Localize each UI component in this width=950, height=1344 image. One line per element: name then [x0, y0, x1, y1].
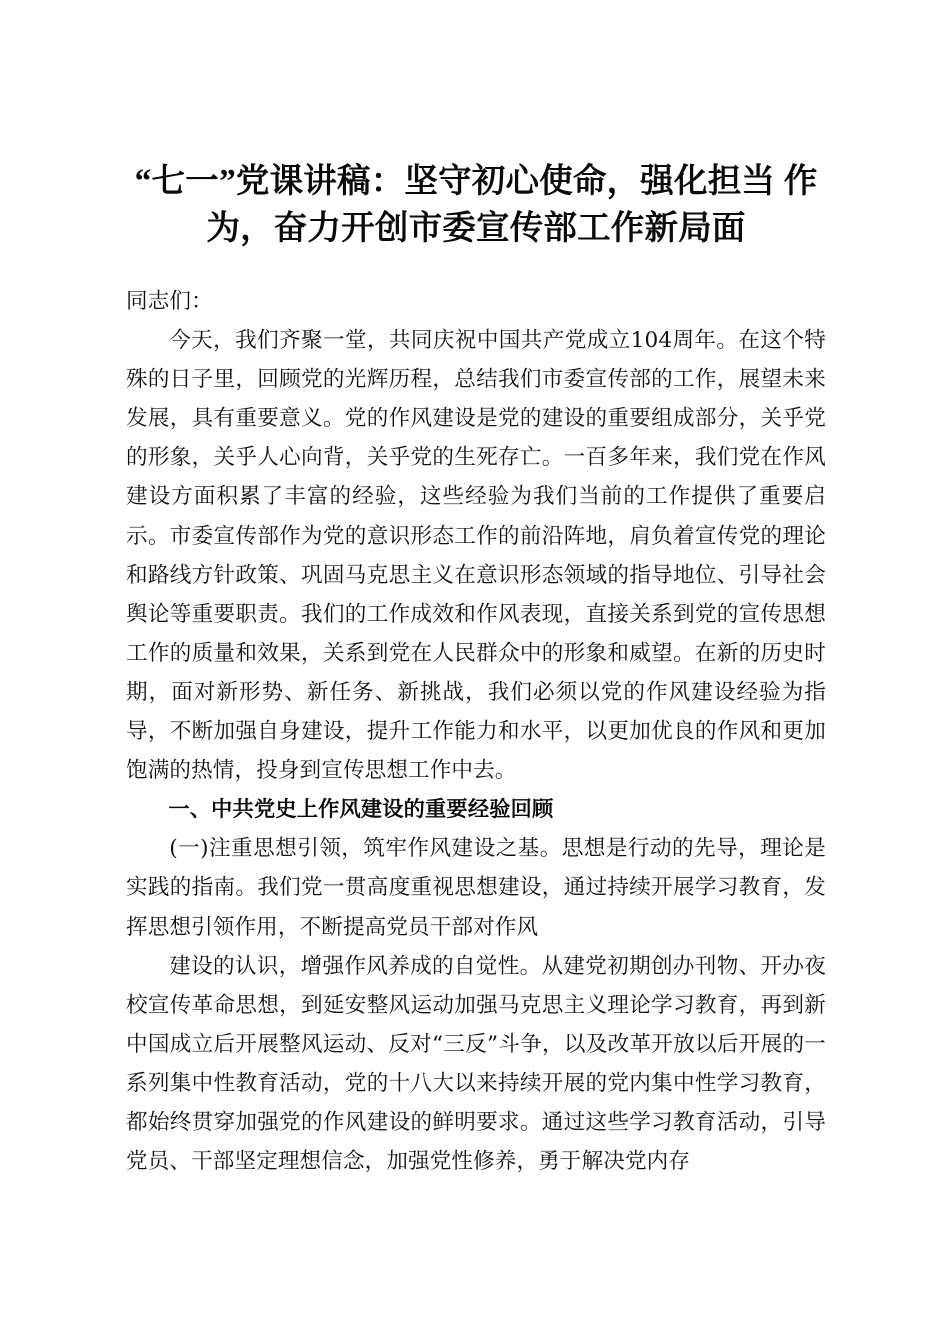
salutation: 同志们：: [126, 289, 213, 314]
paragraph-sub-1-1-continued: 建设的认识，增强作风养成的自觉性。从建党初期创办刊物、开办夜校宣传革命思想，到延安整风运动加强马克思主义理论学习教育，再到新中国成立后开展整风运动、反对“三反”斗争，以及改革开放以后开展的一系列集中性教育活动，党的十八大以来持续开展的党内集中性学习教育，都始终贯穿加强党的作风建设的鲜明要求。通过这些学习教育活动，引导党员、干部坚定理想信念，加强党性修养，勇于解决党内存: [126, 953, 826, 1175]
page-title-line-1: “七一”党课讲稿：坚守初心使命，强化担当: [134, 163, 776, 200]
page-title: [126, 0, 826, 252]
page-title-line-2: 作为，奋力开创市委宣传部工作新局面: [206, 163, 818, 247]
paragraph-opening: 今天，我们齐聚一堂，共同庆祝中国共产党成立104周年。在这个特殊的日子里，回顾党的光辉历程，总结我们市委宣传部的工作，展望未来发展，具有重要意义。党的作风建设是党的建设的重要组成部分，关乎党的形象，关乎人心向背，关乎党的生死存亡。一百多年来，我们党在作风建设方面积累了丰富的经验，这些经验为我们当前的工作提供了重要启示。市委宣传部作为党的意识形态工作的前沿阵地，肩负着宣传党的理论和路线方针政策、巩固马克思主义在意识形态领域的指导地位、引导社会舆论等重要职责。我们的工作成效和作风表现，直接关系到党的宣传思想工作的质量和效果，关系到党在人民群众中的形象和威望。在新的历史时期，面对新形势、新任务、新挑战，我们必须以党的作风建设经验为指导，不断加强自身建设，提升工作能力和水平，以更加优良的作风和更加饱满的热情，投身到宣传思想工作中去。: [126, 328, 826, 784]
paragraph-sub-1-1: (一)注重思想引领，筑牢作风建设之基。思想是行动的先导，理论是实践的指南。我们党一贯高度重视思想建设，通过持续开展学习教育，发挥思想引领作用，不断提高党员干部对作风: [126, 836, 826, 940]
page-content-column: [126, 0, 826, 1181]
section-heading-1: 一、中共党史上作风建设的重要经验回顾: [168, 798, 554, 822]
